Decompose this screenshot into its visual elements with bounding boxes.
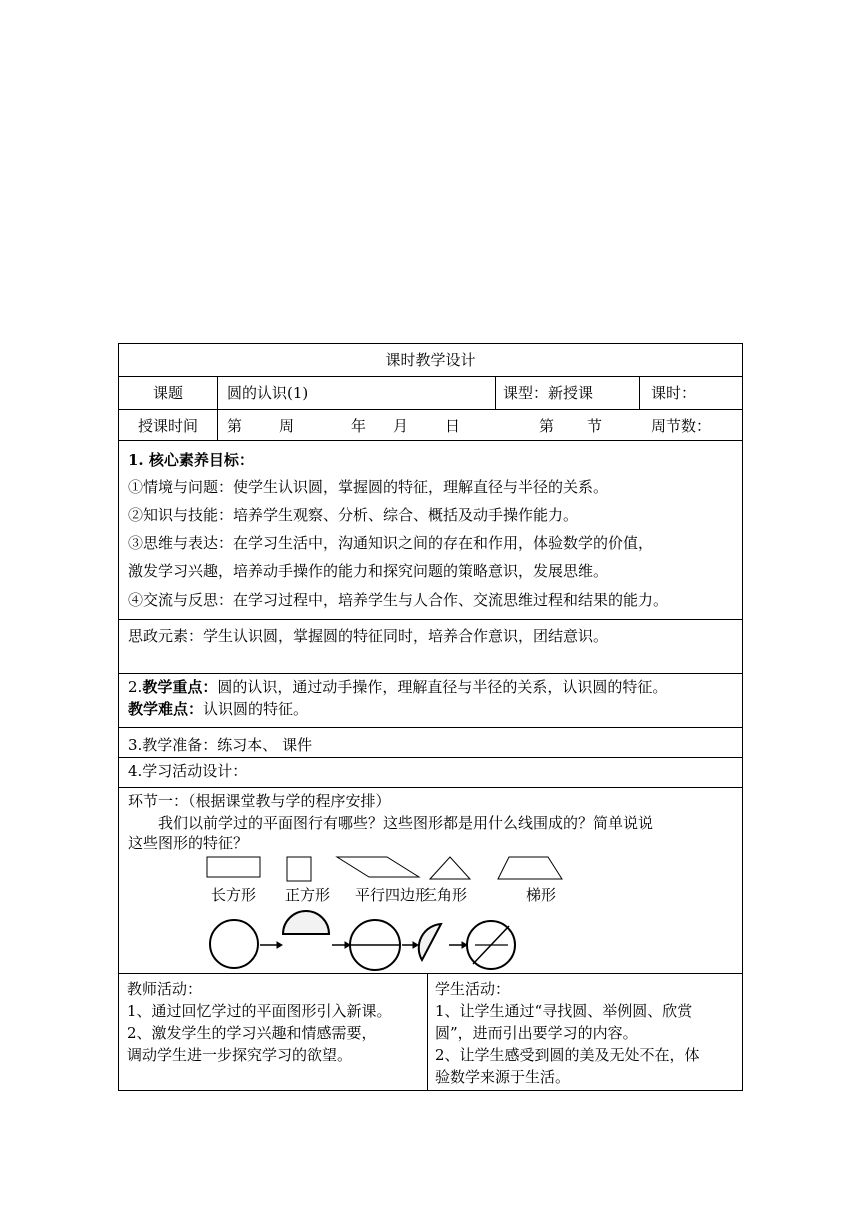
- circle-1: [210, 920, 258, 968]
- time-di2: 第: [539, 417, 555, 435]
- square-shape: [287, 857, 311, 881]
- goal-item: 激发学习兴趣，培养动手操作的能力和探究问题的策略意识，发展思维。: [128, 562, 609, 580]
- difficulty-label: 教学难点：: [128, 700, 204, 718]
- teacher-line: 1、通过回忆学过的平面图形引入新课。: [127, 1002, 392, 1020]
- time-label: 授课时间: [137, 417, 198, 435]
- prep-text: 3.教学准备：练习本、 课件: [128, 736, 313, 754]
- table-title: 课时教学设计: [385, 351, 476, 369]
- teacher-line: 2、激发学生的学习兴趣和情感需要，: [127, 1024, 377, 1042]
- title-row: [119, 344, 742, 377]
- student-line: 2、让学生感受到圆的美及无处不在，体: [435, 1046, 700, 1064]
- time-row: [119, 410, 742, 441]
- trapezoid-shape: [498, 857, 562, 879]
- ideology-section: [119, 620, 742, 674]
- label-square: 正方形: [285, 886, 331, 904]
- goal-item: ③思维与表达：在学习生活中，沟通知识之间的存在和作用，体验数学的价值，: [128, 534, 654, 552]
- circle-folding-sequence: [210, 911, 515, 970]
- activity-title-row: [119, 758, 742, 788]
- weekly-periods: 周节数：: [651, 417, 712, 435]
- key-points-section: [119, 674, 742, 728]
- time-zhou: 周: [279, 417, 295, 435]
- goals-heading: 1. 核心素养目标：: [128, 451, 254, 469]
- key-prefix: 2.: [128, 678, 143, 696]
- time-yue: 月: [393, 417, 409, 435]
- label-rectangle: 长方形: [211, 886, 257, 904]
- rectangle-shape: [207, 857, 260, 877]
- stage-heading: 环节一：（根据课堂教与学的程序安排）: [128, 792, 391, 810]
- goal-item: ④交流与反思：在学习过程中，培养学生与人合作、交流思维过程和结果的能力。: [128, 591, 669, 609]
- parallelogram-shape: [337, 857, 419, 877]
- activity-title: 4.学习活动设计：: [128, 762, 248, 780]
- teacher-line: 调动学生进一步探究学习的欲望。: [127, 1046, 353, 1064]
- time-ri: 日: [445, 417, 461, 435]
- key-label: 教学重点：: [142, 678, 218, 696]
- label-trapezoid: 梯形: [526, 886, 557, 904]
- student-line: 验数学来源于生活。: [435, 1068, 571, 1086]
- topic-row: [119, 377, 742, 410]
- key-text: 圆的认识，通过动手操作，理解直径与半径的关系，认识圆的特征。: [217, 678, 668, 696]
- stage-one-section: [119, 788, 742, 974]
- shapes-figure: [119, 788, 742, 974]
- period-label: 课时：: [651, 384, 697, 402]
- prep-row: [119, 728, 742, 758]
- topic-label: 课题: [152, 384, 183, 402]
- topic-value: 圆的认识(1): [227, 384, 309, 402]
- label-parallelogram: 平行四边形: [355, 886, 431, 904]
- stage-question: 我们以前学过的平面图行有哪些？这些图形都是用什么线围成的？简单说说: [158, 814, 654, 832]
- quarter-fold: [419, 924, 441, 960]
- time-jie: 节: [587, 417, 603, 435]
- teacher-activity: [119, 974, 427, 1090]
- student-line: 圆”，进而引出要学习的内容。: [435, 1024, 638, 1042]
- semicircle-fold: [283, 911, 329, 934]
- difficulty-text: 认识圆的特征。: [203, 700, 309, 718]
- goal-item: ②知识与技能：培养学生观察、分析、综合、概括及动手操作能力。: [128, 506, 579, 524]
- label-triangle: 三角形: [422, 886, 468, 904]
- goal-item: ①情境与问题：使学生认识圆，掌握圆的特征，理解直径与半径的关系。: [128, 478, 609, 496]
- stage-question-cont: 这些图形的特征？: [128, 834, 249, 852]
- student-activity: [427, 974, 742, 1090]
- ideology-text: 思政元素：学生认识圆，掌握圆的特征同时，培养合作意识，团结意识。: [128, 627, 609, 645]
- time-nian: 年: [351, 417, 367, 435]
- goals-section: [119, 441, 742, 620]
- activities-row: [119, 974, 742, 1090]
- teacher-title: 教师活动：: [127, 980, 203, 998]
- lesson-design-table: [118, 343, 743, 1091]
- time-di: 第: [227, 417, 243, 435]
- student-line: 1、让学生通过“寻找圆、举例圆、欣赏: [435, 1002, 693, 1020]
- lesson-type: 课型：新授课: [503, 384, 594, 402]
- triangle-shape: [430, 857, 470, 879]
- student-title: 学生活动：: [435, 980, 511, 998]
